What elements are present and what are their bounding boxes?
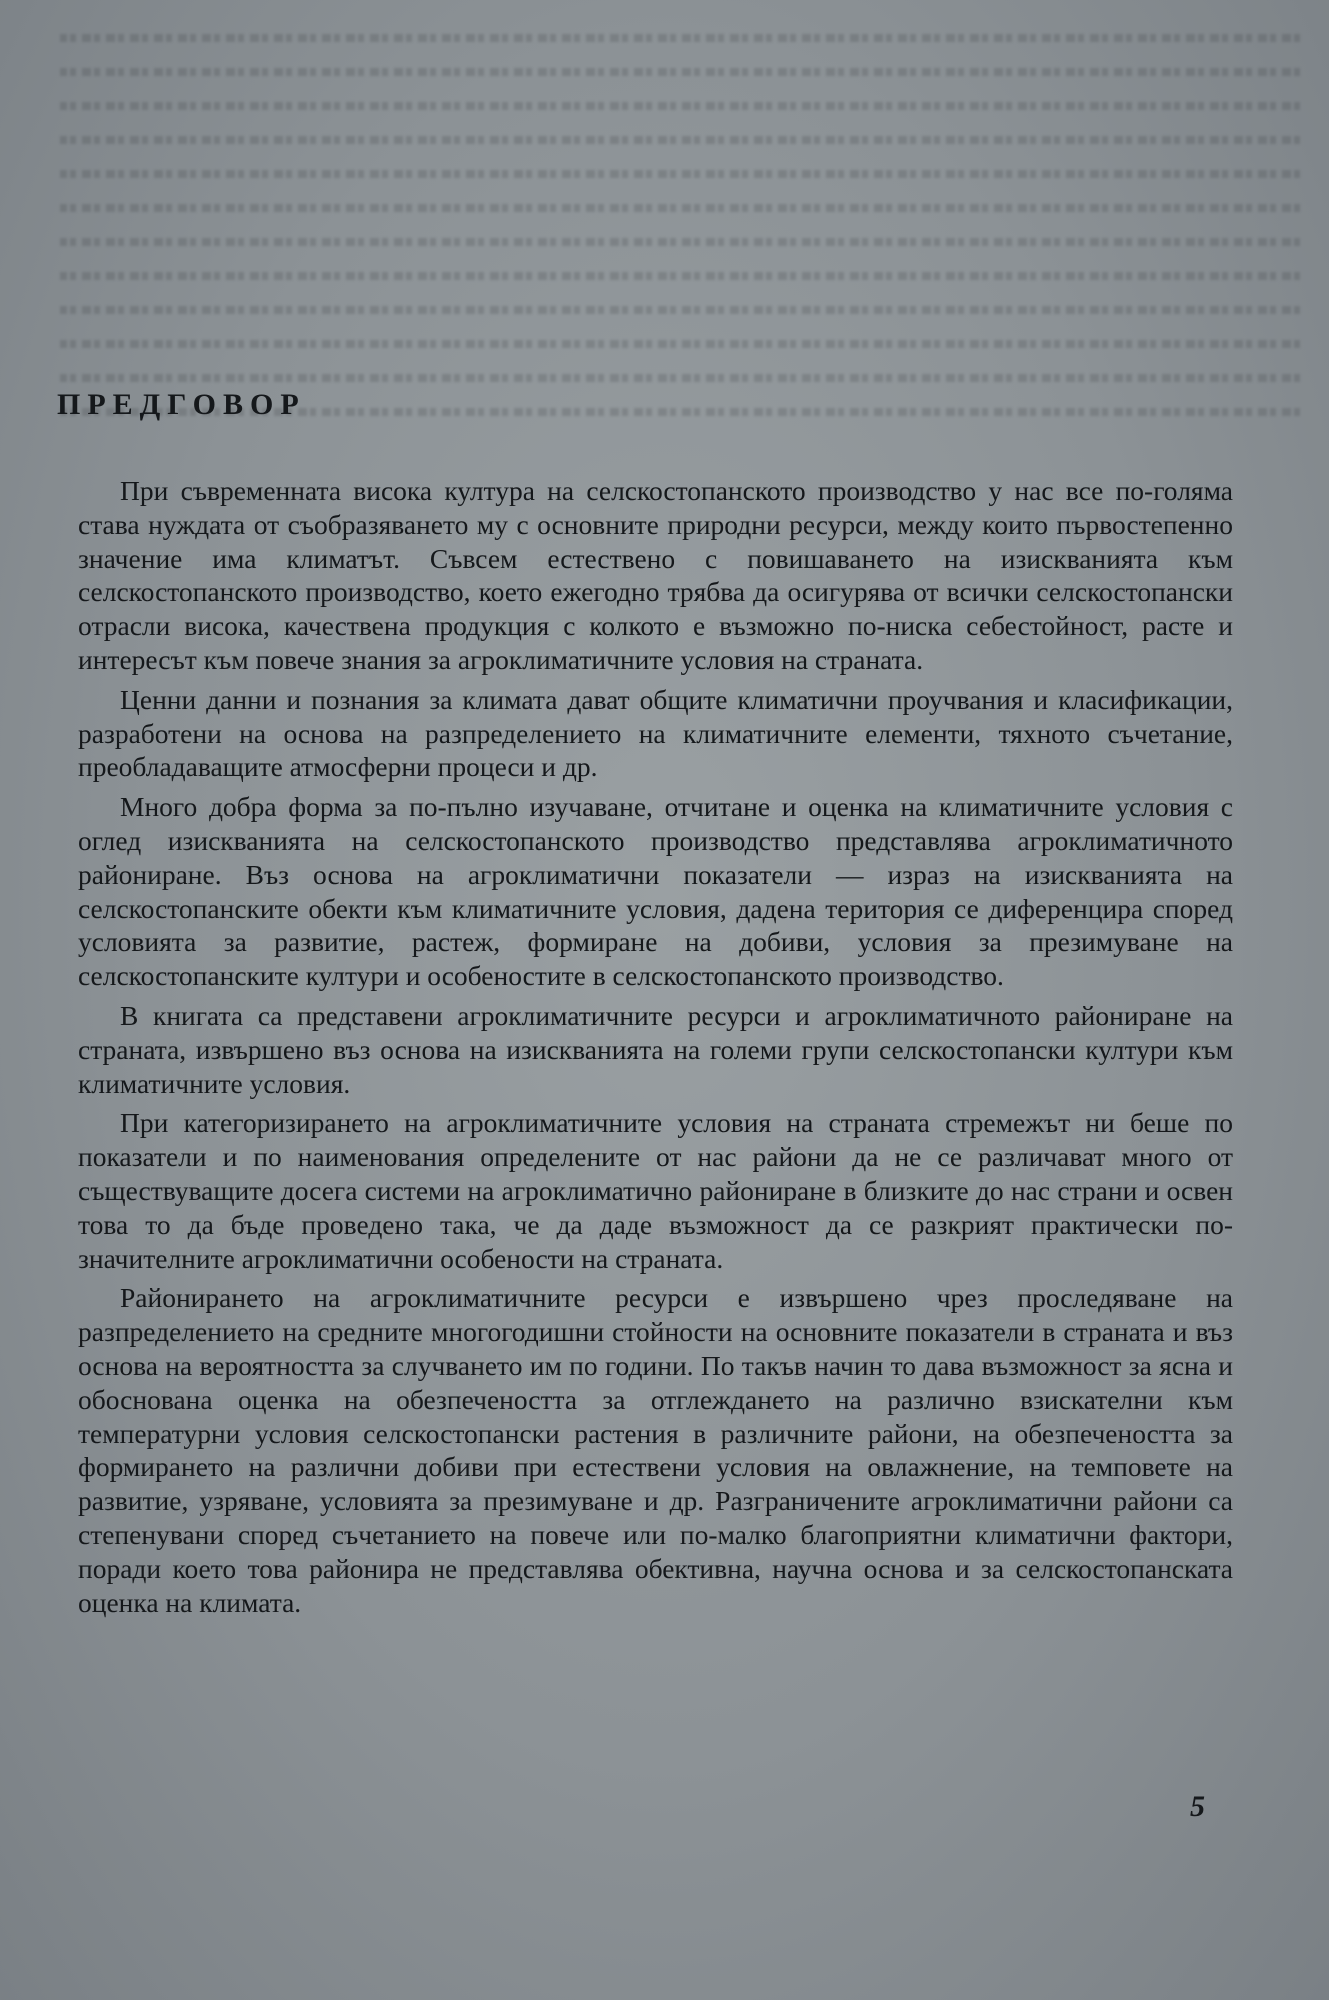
page-heading: ПРЕДГОВОР	[57, 388, 306, 421]
paragraph: Много добра форма за по-пълно изучаване, отчитане и оценка на климатичните условия с оглед изискванията на селскостопанското производство представлява агроклиматичното райониране. Въз основа на агроклиматични показатели — израз на изискванията на селскостопанските обекти към климатичните условия, дадена територия се диференцира според условията за развитие, растеж, формиране на добиви, условия за презимуване на селскостопанските култури и особеностите в селскостопанското производство.	[78, 791, 1233, 992]
paragraph: При съвременната висока култура на селскостопанското производство у нас все по-голяма става нуждата от съобразяването му с основните природни ресурси, между които първостепенно значение има климатът. Съвсем естествено с повишаването на изискванията към селскостопанското производство, което ежегодно трябва да осигурява от всички селскостопански отрасли висока, качествена продукция с колкото е възможно по-ниска себестойност, расте и интересът към повече знания за агроклиматичните условия на страната.	[78, 475, 1233, 675]
show-through-text	[60, 20, 1300, 440]
body-text	[78, 474, 1233, 1625]
page-number: 5	[1190, 1790, 1205, 1823]
paragraph: При категоризирането на агроклиматичните условия на страната стремежът ни беше по показатели и по наименования определените от нас райони да не се различават много от съществуващите досега системи на агроклиматично райониране в близките до нас страни и освен това то да бъде проведено така, че да даде възможност да се разкрият практически по-значителните агроклиматични особености на страната.	[78, 1107, 1233, 1274]
paragraph: Районирането на агроклиматичните ресурси е извършено чрез проследяване на разпределението на средните многогодишни стойности на основните показатели в страната и въз основа на вероятността за случването им по години. По такъв начин то дава възможност за ясна и обоснована оценка на обезпечеността за отглеждането на различно взискателни към температурни условия селскостопански растения в различните райони, на обезпечеността за формирането на различни добиви при естествени условия на овлажнение, на темповете на развитие, узряване, условията за презимуване и др. Разграничените агроклиматични райони са степенувани според съчетанието на повече или по-малко благоприятни климатични фактори, поради което това районира не представлява обективна, научна основа и за селскостопанската оценка на климата.	[78, 1282, 1233, 1618]
paragraph: В книгата са представени агроклиматичните ресурси и агроклиматичното райониране на страната, извършено въз основа на изискванията на големи групи селскостопански култури към климатичните условия.	[78, 999, 1233, 1099]
paragraph: Ценни данни и познания за климата дават общите климатични проучвания и класификации, разработени на основа на разпределението на климатичните елементи, тяхното съчетание, преобладаващите атмосферни процеси и др.	[78, 683, 1233, 783]
